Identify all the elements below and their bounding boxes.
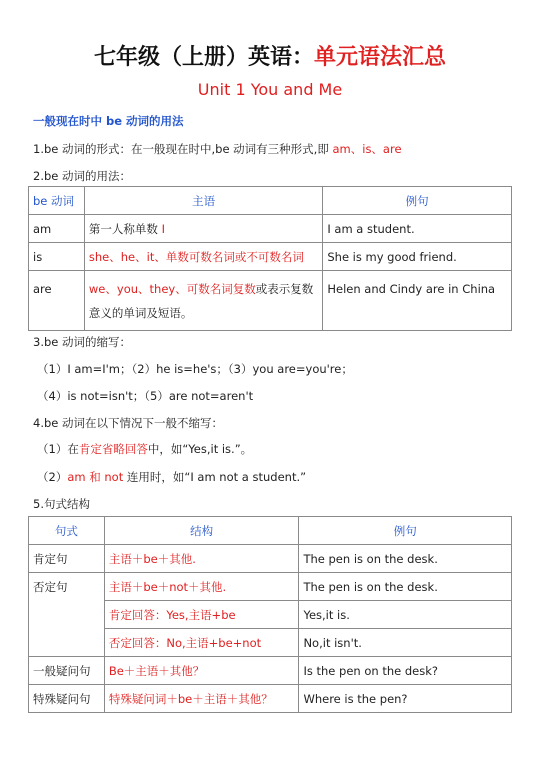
header-example: 例句	[323, 187, 512, 215]
section-heading: 一般现在时中 be 动词的用法	[33, 114, 184, 128]
cell-example: The pen is on the desk.	[299, 573, 512, 601]
cell-structure: 特殊疑问词＋be＋主语＋其他？	[104, 685, 299, 713]
cell-verb: is	[29, 243, 85, 271]
cell-example: No,it isn't.	[299, 629, 512, 657]
contraction-line-1: （1）I am=I'm；（2）he is=he's；（3）you are=you're；	[37, 362, 353, 376]
table-row	[29, 685, 512, 713]
paragraph-5: 5.句式结构	[33, 497, 90, 511]
cell-type: 特殊疑问句	[29, 685, 105, 713]
subject-highlight: she、he、it、单数可数名词或不可数名词	[88, 249, 304, 264]
rule-1-prefix: （1）在	[37, 442, 79, 456]
cell-subject	[84, 243, 322, 271]
cell-structure: 否定回答：No,主语+be+not	[104, 629, 299, 657]
header-be-verb: be 动词	[29, 187, 85, 215]
title-highlight: 单元语法汇总	[314, 44, 447, 70]
cell-example: The pen is on the desk.	[299, 545, 512, 573]
header-example: 例句	[299, 517, 512, 545]
rule-2-prefix: （2）	[37, 470, 68, 484]
contraction-line-2: （4）is not=isn't；（5）are not=aren't	[37, 389, 254, 403]
table-row	[29, 657, 512, 685]
header-structure: 结构	[104, 517, 299, 545]
rule-1-highlight: 肯定省略回答	[78, 442, 148, 456]
header-type: 句式	[29, 517, 105, 545]
cell-example: I am a student.	[323, 215, 512, 243]
cell-type: 否定句	[29, 573, 105, 657]
subject-highlight: we、you、they、可数名词复数	[88, 282, 256, 296]
cell-structure: 肯定回答：Yes,主语+be	[104, 601, 299, 629]
cell-type: 肯定句	[29, 545, 105, 573]
table-row	[29, 545, 512, 573]
cell-structure: Be＋主语＋其他？	[104, 657, 299, 685]
cell-subject	[84, 215, 322, 243]
cell-example: Helen and Cindy are in China	[323, 271, 512, 331]
cell-example: She is my good friend.	[323, 243, 512, 271]
rule-line-1	[37, 441, 252, 457]
cell-verb: am	[29, 215, 85, 243]
be-usage-table	[28, 186, 512, 331]
cell-subject	[84, 271, 322, 331]
table-header-row	[29, 187, 512, 215]
rule-2-suffix: 连用时，如“I am not a student.”	[123, 470, 307, 484]
subject-text: 或表示复数意义的单词及短语。	[88, 282, 314, 320]
paragraph-4: 4.be 动词在以下情况下一般不缩写：	[33, 416, 224, 430]
title-main: 七年级（上册）英语：	[93, 44, 314, 70]
unit-heading: Unit 1 You and Me	[197, 80, 343, 99]
subject-text: 第一人称单数	[88, 221, 162, 236]
subject-highlight: I	[161, 221, 165, 236]
paragraph-2: 2.be 动词的用法：	[33, 169, 132, 183]
table-row	[29, 243, 512, 271]
be-forms: am、is、are	[332, 142, 402, 156]
page-title	[0, 40, 540, 71]
paragraph-3: 3.be 动词的缩写：	[33, 335, 132, 349]
paragraph-1-text: 1.be 动词的形式：在一般现在时中,be 动词有三种形式,即	[33, 142, 333, 156]
paragraph-1	[33, 141, 402, 157]
cell-example: Where is the pen?	[299, 685, 512, 713]
table-header-row	[29, 517, 512, 545]
table-row	[29, 573, 512, 601]
sentence-structure-table	[28, 516, 512, 713]
cell-example: Is the pen on the desk?	[299, 657, 512, 685]
cell-type: 一般疑问句	[29, 657, 105, 685]
cell-structure: 主语＋be＋not＋其他.	[104, 573, 299, 601]
rule-1-suffix: 中，如“Yes,it is.”。	[147, 442, 253, 456]
cell-example: Yes,it is.	[299, 601, 512, 629]
table-row	[29, 271, 512, 331]
header-subject: 主语	[84, 187, 322, 215]
rule-line-2	[37, 469, 306, 485]
rule-2-highlight: am 和 not	[67, 470, 124, 484]
cell-structure: 主语＋be＋其他.	[104, 545, 299, 573]
cell-verb: are	[29, 271, 85, 331]
table-row	[29, 215, 512, 243]
